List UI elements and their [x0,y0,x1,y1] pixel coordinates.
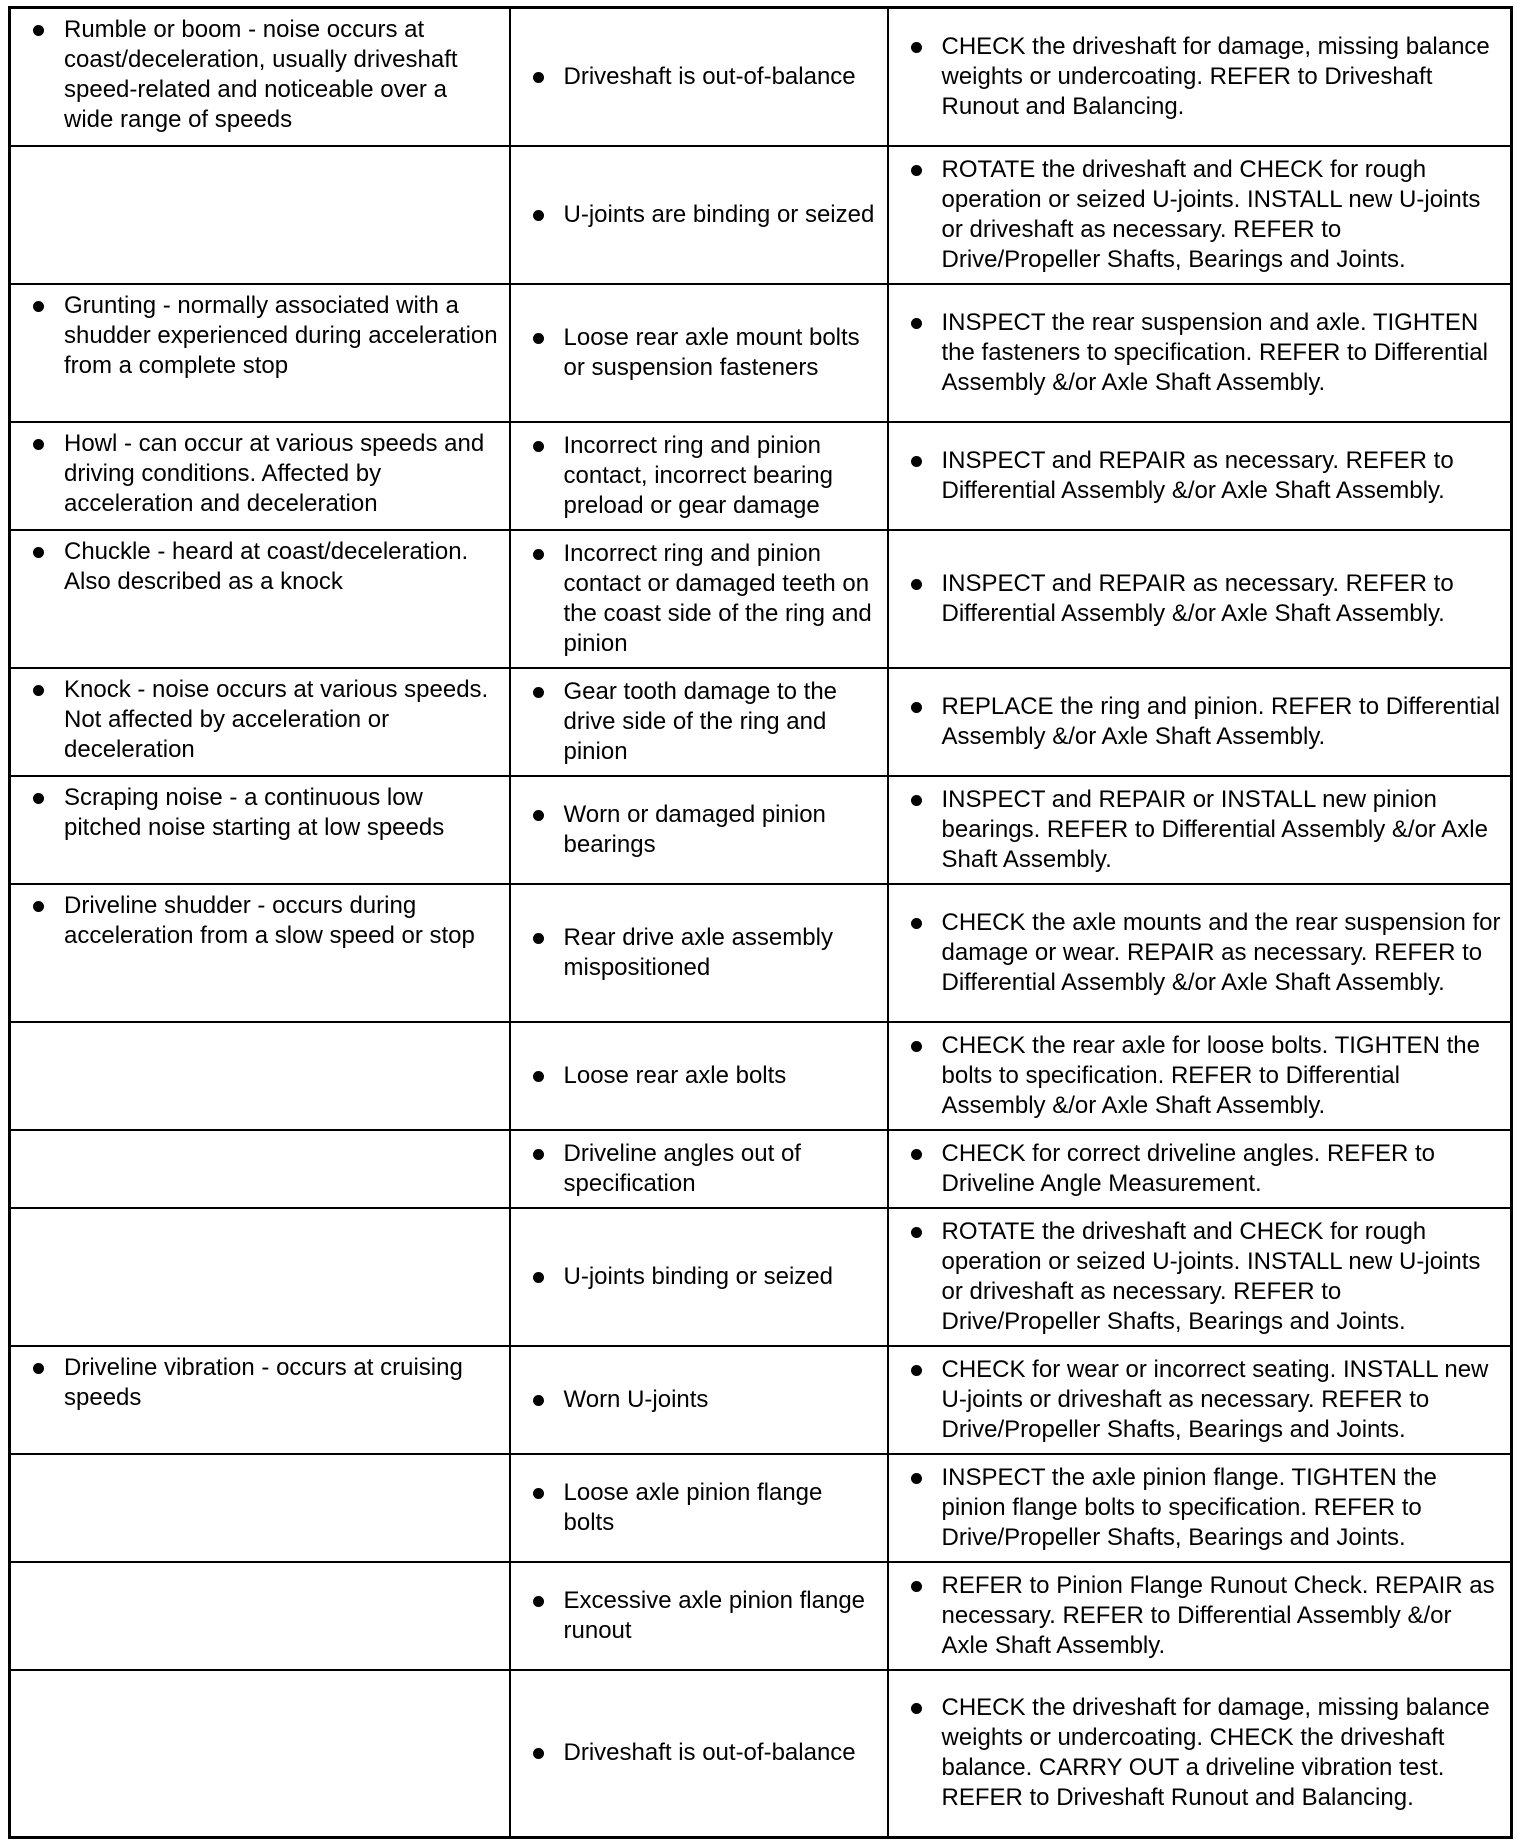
condition-cell [10,1022,510,1130]
cause-text: Loose axle pinion flange bolts [563,1478,823,1536]
bullet-item [519,1478,879,1538]
bullet-icon [533,1596,544,1607]
bullet-item [897,1139,1503,1199]
bullet-icon [911,1227,922,1238]
bullet-icon [33,439,44,450]
action-cell [888,284,1512,422]
bullet-item [897,446,1503,506]
action-cell [888,8,1512,146]
action-text: CHECK the rear axle for loose bolts. TIGHTEN the bolts to specification. REFER to Differential Assembly &/or Axle Shaft Assembly. [941,1031,1480,1119]
action-text: REPLACE the ring and pinion. REFER to Differential Assembly &/or Axle Shaft Assembly. [941,692,1501,750]
bullet-item [519,677,879,767]
action-cell [888,668,1512,776]
bullet-item [519,62,879,92]
cause-cell [510,1454,888,1562]
bullet-icon [533,1748,544,1759]
condition-text: Scraping noise - a continuous low pitched noise starting at low speeds [64,783,445,841]
condition-cell [10,1346,510,1454]
cause-cell [510,146,888,284]
bullet-icon [533,1071,544,1082]
action-text: REFER to Pinion Flange Runout Check. REPAIR as necessary. REFER to Differential Assembly &/or Axle Shaft Assembly. [941,1571,1495,1659]
action-text: CHECK for wear or incorrect seating. INSTALL new U-joints or driveshaft as necessary. REFER to Drive/Propeller Shafts, Bearings and Joints. [941,1355,1489,1443]
bullet-item [897,1571,1503,1661]
bullet-icon [33,1363,44,1374]
bullet-icon [33,547,44,558]
cause-cell [510,530,888,668]
bullet-item [897,785,1503,875]
action-cell [888,1454,1512,1562]
action-text: ROTATE the driveshaft and CHECK for rough operation or seized U-joints. INSTALL new U-joints or driveshaft as necessary. REFER to Drive/Propeller Shafts, Bearings and Joints. [941,1217,1481,1335]
bullet-item [897,908,1503,998]
action-cell [888,1130,1512,1208]
table-row [10,8,1512,146]
bullet-icon [911,918,922,929]
cause-text: Excessive axle pinion flange runout [563,1586,866,1644]
bullet-icon [33,685,44,696]
cause-text: Incorrect ring and pinion contact or damaged teeth on the coast side of the ring and pinion [563,539,872,657]
condition-text: Driveline vibration - occurs at cruising speeds [64,1353,463,1411]
bullet-icon [911,702,922,713]
action-cell [888,1022,1512,1130]
bullet-item [519,1738,879,1768]
bullet-icon [911,165,922,176]
diagnosis-table-body [10,8,1512,1838]
cause-text: Loose rear axle bolts [563,1061,787,1089]
bullet-item [897,155,1503,275]
bullet-icon [33,793,44,804]
cause-cell [510,1130,888,1208]
bullet-item [19,537,501,597]
table-row [10,1562,1512,1670]
table-row [10,284,1512,422]
bullet-icon [533,72,544,83]
bullet-icon [533,933,544,944]
action-text: INSPECT and REPAIR as necessary. REFER to Differential Assembly &/or Axle Shaft Assembly. [941,446,1454,504]
condition-cell [10,776,510,884]
bullet-icon [533,333,544,344]
bullet-item [19,891,501,951]
cause-text: Driveshaft is out-of-balance [563,62,856,90]
bullet-item [897,569,1503,629]
action-cell [888,1562,1512,1670]
table-row [10,1208,1512,1346]
action-cell [888,1346,1512,1454]
bullet-item [897,1463,1503,1553]
condition-text: Driveline shudder - occurs during acceleration from a slow speed or stop [64,891,475,949]
cause-cell [510,1562,888,1670]
table-row [10,1346,1512,1454]
bullet-icon [33,25,44,36]
action-text: CHECK the axle mounts and the rear suspension for damage or wear. REPAIR as necessary. REFER to Differential Assembly &/or Axle Shaft Assembly. [941,908,1501,996]
bullet-item [19,1353,501,1413]
condition-cell [10,422,510,530]
bullet-icon [911,42,922,53]
bullet-item [897,308,1503,398]
bullet-icon [911,579,922,590]
bullet-icon [533,210,544,221]
bullet-icon [533,549,544,560]
table-row [10,1130,1512,1208]
bullet-item [519,1061,879,1091]
bullet-icon [911,1473,922,1484]
action-cell [888,422,1512,530]
cause-text: Worn or damaged pinion bearings [563,800,826,858]
bullet-item [897,692,1503,752]
table-row [10,146,1512,284]
table-row [10,1454,1512,1562]
bullet-item [519,200,879,230]
action-cell [888,1670,1512,1838]
action-text: INSPECT the axle pinion flange. TIGHTEN the pinion flange bolts to specification. REFER to Drive/Propeller Shafts, Bearings and Joints. [941,1463,1437,1551]
bullet-item [19,675,501,765]
action-cell [888,1208,1512,1346]
cause-cell [510,1670,888,1838]
cause-text: U-joints binding or seized [563,1262,833,1290]
cause-cell [510,8,888,146]
cause-text: Loose rear axle mount bolts or suspension fasteners [563,323,860,381]
bullet-item [519,1586,879,1646]
cause-cell [510,1022,888,1130]
bullet-icon [533,810,544,821]
bullet-icon [533,1149,544,1160]
action-text: INSPECT the rear suspension and axle. TIGHTEN the fasteners to specification. REFER to Differential Assembly &/or Axle Shaft Assembly. [941,308,1488,396]
bullet-item [519,1262,879,1292]
bullet-item [897,1031,1503,1121]
cause-text: Driveline angles out of specification [563,1139,801,1197]
cause-text: U-joints are binding or seized [563,200,875,228]
action-text: CHECK the driveshaft for damage, missing balance weights or undercoating. REFER to Driveshaft Runout and Balancing. [941,32,1490,120]
bullet-icon [911,318,922,329]
table-row [10,1022,1512,1130]
bullet-icon [911,1703,922,1714]
condition-cell [10,668,510,776]
bullet-icon [911,1365,922,1376]
table-row [10,776,1512,884]
bullet-item [19,15,501,135]
action-text: INSPECT and REPAIR as necessary. REFER to Differential Assembly &/or Axle Shaft Assembly. [941,569,1454,627]
action-cell [888,884,1512,1022]
cause-text: Worn U-joints [563,1385,709,1413]
bullet-icon [33,901,44,912]
condition-cell [10,1454,510,1562]
action-cell [888,530,1512,668]
cause-cell [510,884,888,1022]
cause-cell [510,668,888,776]
cause-text: Rear drive axle assembly mispositioned [563,923,833,981]
cause-cell [510,776,888,884]
diagnosis-table [8,6,1513,1839]
cause-cell [510,1346,888,1454]
bullet-item [519,800,879,860]
bullet-item [519,323,879,383]
condition-text: Rumble or boom - noise occurs at coast/deceleration, usually driveshaft speed-related and noticeable over a wide range of speeds [64,16,458,133]
condition-text: Knock - noise occurs at various speeds. Not affected by acceleration or deceleration [64,675,489,763]
table-row [10,884,1512,1022]
action-text: INSPECT and REPAIR or INSTALL new pinion bearings. REFER to Differential Assembly &/or Axle Shaft Assembly. [941,785,1488,873]
bullet-item [897,1693,1503,1813]
bullet-item [19,291,501,381]
bullet-icon [533,1395,544,1406]
cause-text: Driveshaft is out-of-balance [563,1739,856,1767]
bullet-item [519,431,879,521]
bullet-icon [911,456,922,467]
condition-cell [10,1562,510,1670]
bullet-icon [533,1488,544,1499]
table-row [10,668,1512,776]
condition-text: Grunting - normally associated with a shudder experienced during acceleration from a complete stop [64,291,498,379]
cause-cell [510,1208,888,1346]
action-cell [888,146,1512,284]
action-cell [888,776,1512,884]
bullet-item [519,1385,879,1415]
condition-cell [10,146,510,284]
action-text: CHECK the driveshaft for damage, missing balance weights or undercoating. CHECK the driveshaft balance. CARRY OUT a driveline vibration test. REFER to Driveshaft Runout and Balancing. [941,1694,1490,1812]
bullet-icon [911,1149,922,1160]
bullet-item [897,1355,1503,1445]
bullet-icon [533,1272,544,1283]
bullet-icon [911,795,922,806]
condition-cell [10,1670,510,1838]
bullet-item [19,783,501,843]
cause-text: Incorrect ring and pinion contact, incorrect bearing preload or gear damage [563,431,833,519]
condition-cell [10,8,510,146]
bullet-icon [911,1041,922,1052]
condition-cell [10,1130,510,1208]
bullet-icon [533,441,544,452]
action-text: ROTATE the driveshaft and CHECK for rough operation or seized U-joints. INSTALL new U-joints or driveshaft as necessary. REFER to Drive/Propeller Shafts, Bearings and Joints. [941,155,1481,273]
table-row [10,422,1512,530]
bullet-item [519,539,879,659]
condition-cell [10,884,510,1022]
bullet-item [897,32,1503,122]
table-row [10,530,1512,668]
table-row [10,1670,1512,1838]
bullet-item [19,429,501,519]
condition-cell [10,1208,510,1346]
bullet-item [519,923,879,983]
condition-text: Howl - can occur at various speeds and driving conditions. Affected by acceleration and deceleration [64,429,485,517]
condition-cell [10,284,510,422]
bullet-icon [533,687,544,698]
condition-cell [10,530,510,668]
bullet-icon [911,1581,922,1592]
cause-cell [510,422,888,530]
cause-cell [510,284,888,422]
action-text: CHECK for correct driveline angles. REFER to Driveline Angle Measurement. [941,1139,1435,1197]
bullet-item [519,1139,879,1199]
bullet-icon [33,301,44,312]
condition-text: Chuckle - heard at coast/deceleration. Also described as a knock [64,537,469,595]
cause-text: Gear tooth damage to the drive side of the ring and pinion [563,677,838,765]
bullet-item [897,1217,1503,1337]
